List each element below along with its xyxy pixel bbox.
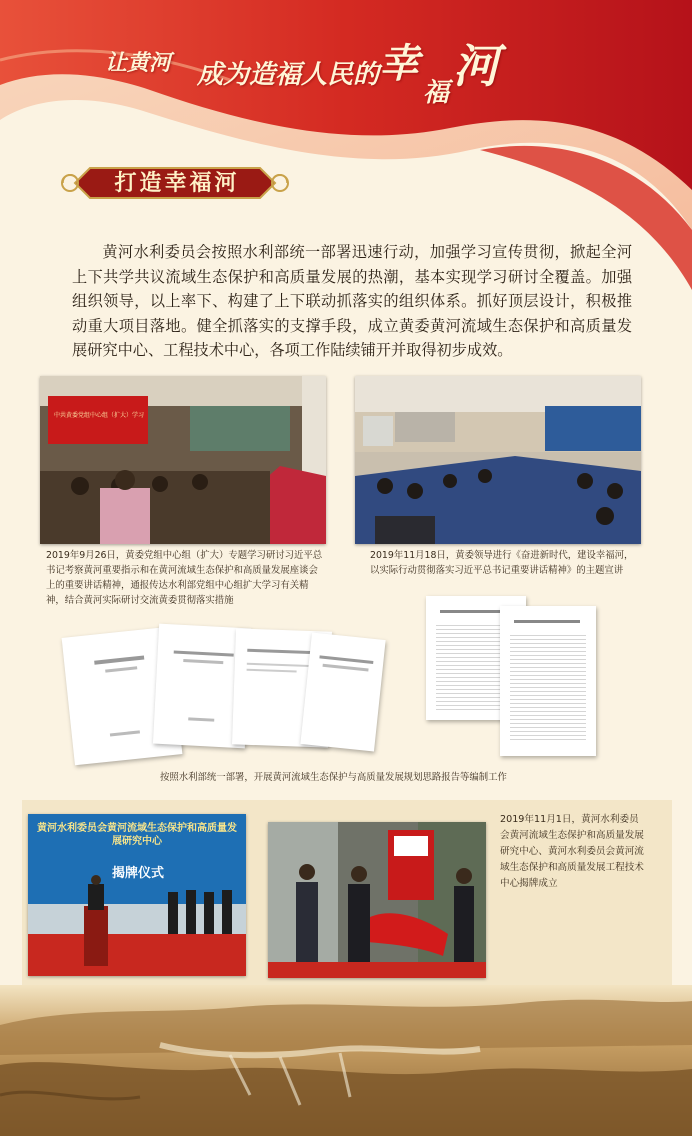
documents-caption: 按照水利部统一部署，开展黄河流域生态保护与高质量发展规划思路报告等编制工作: [160, 772, 507, 783]
ceremony-banner-text: 黄河水利委员会黄河流域生态保护和高质量发展研究中心: [37, 823, 237, 847]
screen-text: 中共黄委党组中心组（扩大）学习: [53, 412, 144, 419]
ceremony-title-text: 揭牌仪式: [112, 866, 165, 881]
slogan-part-4: 福: [423, 78, 450, 108]
study-meeting-caption: 2019年9月26日，黄委党组中心组（扩大）专题学习研讨习近平总书记考察黄河重要指示和在黄河流域生态保护和高质量发展座谈会上的重要讲话精神，通报传达水利部党组中心组扩大学习有关精神，结合黄河实际研讨交流黄委贯彻落实措施: [46, 550, 323, 606]
report-documents: [60, 592, 600, 772]
unveiling-ceremony-photo: [28, 814, 246, 976]
section-title: 打造幸福河: [114, 170, 240, 196]
document-4: [300, 632, 385, 751]
slogan-part-2: 成为造福人民的: [197, 60, 380, 90]
slogan-part-1: 让黄河: [105, 50, 172, 76]
document-6: [500, 606, 596, 756]
intro-paragraph: 黄河水利委员会按照水利部统一部署迅速行动，加强学习宣传贯彻，掀起全河上下共学共议流域生态保护和高质量发展的热潮，基本实现学习研讨全覆盖。加强组织领导，以上率下、构建了上下联动抓落实的组织体系。抓好顶层设计，积极推动重大项目落地。健全抓落实的支撑手段，成立黄委黄河流域生态保护和高质量发展研究中心、工程技术中心，各项工作陆续铺开并取得初步成效。: [72, 243, 632, 360]
lecture-photo: [355, 376, 641, 544]
waterfall-landscape: [0, 985, 692, 1136]
section-title-badge: [60, 162, 290, 204]
lecture-caption: 2019年11月18日，黄委领导进行《奋进新时代，建设幸福河，以实际行动贯彻落实习近平总书记重要讲话精神》的主题宣讲: [370, 550, 634, 576]
plaque-unveiling-photo: [268, 822, 486, 978]
unveiling-caption: 2019年11月1日，黄河水利委员会黄河流域生态保护和高质量发展研究中心、黄河水利委员会黄河流域生态保护和高质量发展工程技术中心揭牌成立: [500, 814, 644, 889]
study-meeting-photo: [40, 376, 326, 544]
slogan-part-3: 幸: [379, 40, 419, 87]
slogan-part-5: 河: [453, 39, 499, 93]
